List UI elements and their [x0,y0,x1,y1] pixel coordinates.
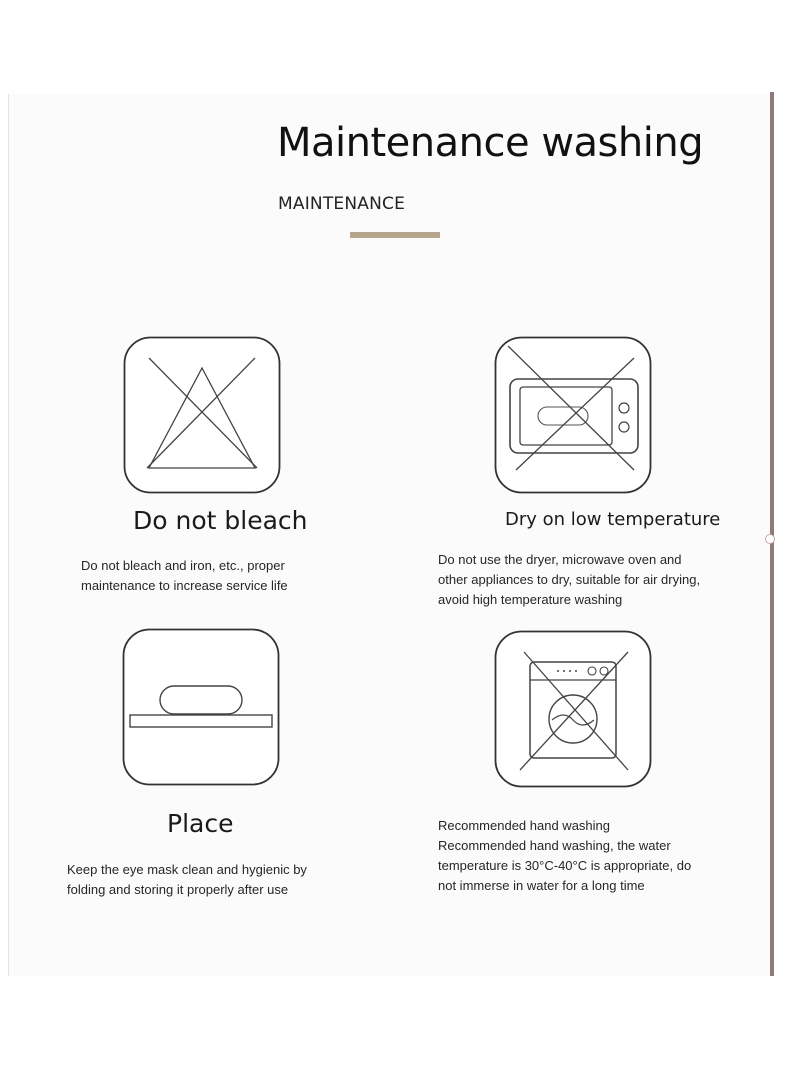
item-title-dry: Dry on low temperature [505,509,721,530]
no-machine-wash-icon [494,630,652,788]
accent-bar [350,232,440,238]
desc-line: avoid high temperature washing [438,592,623,607]
desc-line: Recommended hand washing [438,818,610,833]
desc-line: Recommended hand washing, the water [438,838,671,853]
desc-line: folding and storing it properly after use [67,882,289,897]
no-bleach-icon [123,336,281,494]
item-desc-dry [438,550,700,610]
desc-line: Do not use the dryer, microwave oven and [438,552,682,567]
desc-line: not immerse in water for a long time [438,878,645,893]
no-microwave-dry-icon [494,336,652,494]
desc-line: Do not bleach and iron, etc., proper [81,558,285,573]
item-title-bleach: Do not bleach [133,506,308,535]
lay-flat-icon [122,628,280,786]
page-subtitle: MAINTENANCE [278,194,406,214]
item-desc-hand-wash [438,816,691,896]
item-title-place: Place [167,809,234,838]
item-desc-bleach [81,556,288,596]
desc-line: maintenance to increase service life [81,578,288,593]
desc-line: Keep the eye mask clean and hygienic by [67,862,307,877]
desc-line: temperature is 30°C-40°C is appropriate, do [438,858,692,873]
desc-line: other appliances to dry, suitable for air drying, [438,572,701,587]
item-desc-place [67,860,307,900]
divider-handle [765,534,775,544]
page-title: Maintenance washing [277,120,704,166]
